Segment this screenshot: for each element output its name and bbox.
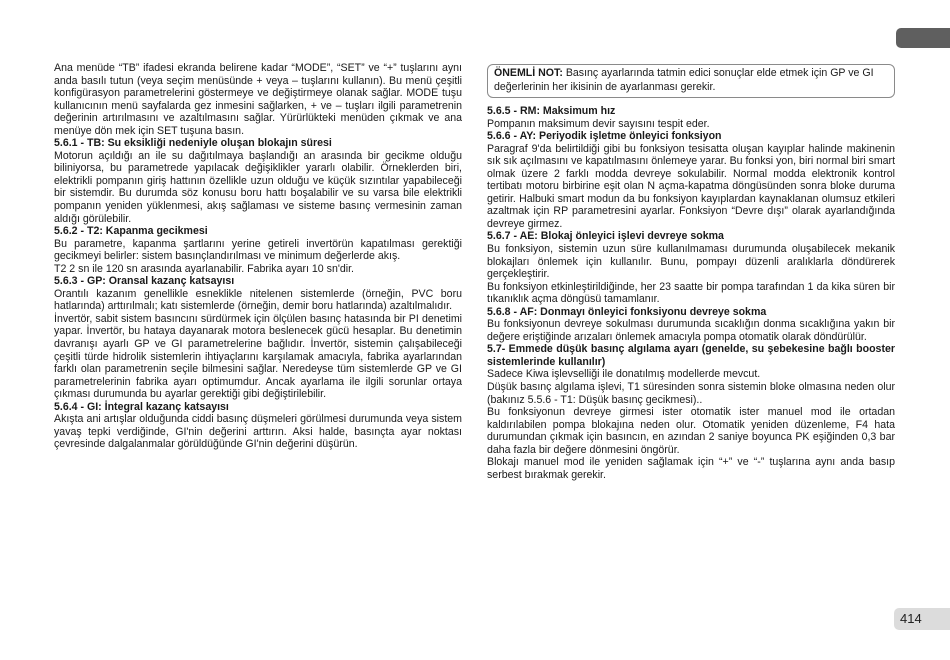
paragraph: Düşük basınç algılama işlevi, T1 süresinden sonra sistemin bloke olmasına neden olur (bakınız 5.5.6 - T1: Düşük basınç gecikmesi).. [487,381,895,406]
paragraph: Blokajı manuel mod ile yeniden sağlamak için “+” ve “-” tuşlarına aynı anda basıp serbest bırakmak gerekir. [487,456,895,481]
paragraph: Motorun açıldığı an ile su dağıtılmaya başlandığı an arasında bir gecikme olduğu biliniyorsa, bu parametrede yapılacak değişiklikler yararlı olabilir. Örneklerden biri, elektrikli pompanın giriş hattının özellikle uzun olduğu ve küçük sızıntılar yapabileceği bir sistemdir. Bu durumda söz konusu boru hattı boşalabilir ve su varsa bile elektrikli pompanın yeniden yüklenmesi, akış sağlaması ve sisteme basınç vermesinin zaman aldığı görülebilir. [54,149,462,225]
section-heading: 5.6.8 - AF: Donmayı önleyici fonksiyonu devreye sokma [487,305,767,318]
paragraph: T2 2 sn ile 120 sn arasında ayarlanabilir. Fabrika ayarı 10 sn'dir. [54,262,354,275]
paragraph: Paragraf 9'da belirtildiği gibi bu fonksiyon tesisatta oluşan kayıplar halinde makinenin sık sık açılmasını ve kapatılmasını önlemeye yarar. Bu fonksi yon, biri normal biri smart olmak üzere 2 farklı modda devreye sokulabilir. Normal modda elektronik kontrol tertibatı motoru birbirine eşit olan N açma-kapatma döngüsünden sonra bloke duruma getirir. Halbuki smart modun da bu fonksiyon kayıplardan kaynaklanan olumsuz etkileri azaltmak için RP parametresini ayarlar. Fonksiyon “Devre dışı” olarak ayarlandığında devreye girmez. [487,142,896,230]
paragraph: Akışta ani artışlar olduğunda ciddi basınç düşmeleri görülmesi durumunda veya sistem yavaş tepki verdiğinde, GI'nin değerini arttırın. Aksi halde, basınçta ayar noktası çevresinde dalgalanmalar görüldüğünde GI'nin değerini düşürün. [54,413,462,451]
paragraph: Bu fonksiyonun devreye girmesi ister otomatik ister manuel mod ile ortadan kaldırılabilen pompa blokajına neden olur. Otomatik yeniden düzenleme, F4 hata durumundan çıkmak için basıncın, en azından 2 saniye boyunca PK eşiğinden 0,3 bar daha fazla bir değere dönmesini öngörür. [487,406,895,456]
page-number: 414 [894,608,950,630]
paragraph: Bu parametre, kapanma şartlarını yerine getireli invertörün kapatılması gerektiği gecikmeyi belirler: sistem basınçlandırılması ve minimum değerlerde akış. [54,237,462,263]
paragraph: Bu fonksiyon etkinleştirildiğinde, her 23 saatte bir pompa tarafından 1 da kika süren bir tıkanıklık açma döngüsü tamamlanır. [487,280,895,306]
section-heading: 5.6.1 - TB: Su eksikliği nedeniyle oluşan blokajın süresi [54,137,332,150]
section-heading: 5.6.7 - AE: Blokaj önleyici işlevi devreye sokma [487,230,724,243]
right-column [487,64,895,481]
paragraph: Pompanın maksimum devir sayısını tespit eder. [487,117,710,130]
left-column [54,62,462,451]
intro-paragraph: Ana menüde “TB” ifadesi ekranda belirene kadar “MODE”, “SET” ve “+” tuşlarını aynı anda basılı tutun (veya seçim menüsünde + veya – tuşlarını kullanın). Bu menü çeşitli konfigürasyon parametrelerini göstermeye ve değiştirmeye olanak sağlar. MODE tuşu kullanıcının menü sayfalarda gez inmesini sağlarken, + ve – tuşları ilgili parametrenin değerinin artırılmasını ve azaltılmasını sağlar. Yürürlükteki menüden çıkmak ve ana menüye dön mek için SET tuşuna basın. [54,62,462,137]
important-note-box [487,64,895,98]
section-heading: 5.7- Emmede düşük basınç algılama ayarı (genelde, su şebekesine bağlı booster sistemlerinde kullanılır) [487,343,895,368]
note-label: ÖNEMLİ NOT: [494,67,563,79]
paragraph: İnvertör, sabit sistem basıncını sürdürmek için ölçülen basınç hatasında bir PI denetimi yapar. İnvertör, bu hataya dayanarak motora beslenecek gücü hesaplar. Bu denetimin davranışı ayarlı GP ve GI parametrelerine bağlıdır. İnvertör, sistemin çalışabileceği çeşitli türde hidrolik sistemlerin ihtiyaçlarını karşılamak amacıyla, fabrika ayarlarından farklı olan parametrenin seçile bilmesini sağlar. Neredeyse tüm sistemlerde GP ve GI parametrelerinin fabrika ayarı optimumdur. Ancak ayarlama ile ilgili sorunlar ortaya çıkması durumunda bu ayarlar gerektiği gibi değiştirilebilir. [54,312,462,401]
paragraph: Orantılı kazanım genellikle esneklikle nitelenen sistemlerde (örneğin, PVC boru hatlarında) arttırılmalı; katı sistemlerde (örneğin, demir boru hatlarında) azaltılmalıdır. [54,287,462,313]
section-heading: 5.6.6 - AY: Periyodik işletme önleyici fonksiyon [487,130,722,143]
paragraph: Bu fonksiyon, sistemin uzun süre kullanılmaması durumunda oluşabilecek mekanik blokajları önlemek için kullanılır. Bunu, pompayı düzenli aralıklarla döndürerek gerçekleştirir. [487,243,895,281]
paragraph: Sadece Kiwa işlevselliği ile donatılmış modellerde mevcut. [487,368,761,381]
paragraph: Bu fonksiyonun devreye sokulması durumunda sıcaklığın donma sıcaklığına yakın bir değere eriştiğinde arızaları önlemek amacıyla pompa otomatik olarak döndürülür. [487,318,895,343]
section-heading: 5.6.3 - GP: Oransal kazanç katsayısı [54,275,235,288]
section-heading: 5.6.4 - GI: İntegral kazanç katsayısı [54,400,229,413]
section-heading: 5.6.5 - RM: Maksimum hız [487,105,616,117]
section-heading: 5.6.2 - T2: Kapanma gecikmesi [54,225,208,238]
note-text: Basınç ayarlarında tatmin edici sonuçlar elde etmek için GP ve GI değerlerinin her ikisinin de ayarlanması gerekir. [494,67,874,93]
section-tab-marker [896,28,950,48]
